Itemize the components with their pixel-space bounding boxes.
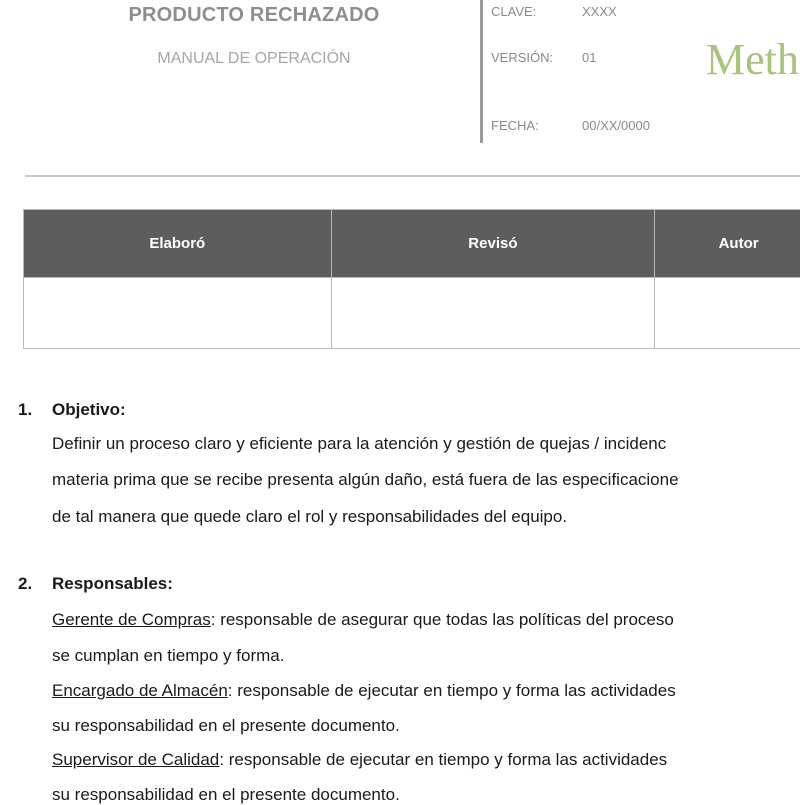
version-label: VERSIÓN: [491, 50, 553, 65]
clave-value: XXXX [582, 4, 617, 19]
signature-col-reviso: Revisó [331, 210, 655, 278]
header-rule [25, 175, 800, 177]
section-title: Responsables: [52, 574, 173, 594]
document-title: PRODUCTO RECHAZADO [0, 4, 508, 27]
role-description: : responsable de ejecutar en tiempo y forma las actividades [219, 750, 667, 769]
signature-col-elaboro: Elaboró [24, 210, 332, 278]
responsible-item [52, 750, 667, 770]
role-name: Gerente de Compras [52, 610, 211, 629]
clave-label: CLAVE: [491, 4, 536, 19]
paragraph-line: materia prima que se recibe presenta algún daño, está fuera de las especificacione [52, 470, 679, 490]
signature-cell-elaboro [24, 278, 332, 349]
signature-cell-reviso [331, 278, 655, 349]
role-name: Encargado de Almacén [52, 681, 228, 700]
fecha-label: FECHA: [491, 118, 539, 133]
role-description: : responsable de asegurar que todas las políticas del proceso [211, 610, 674, 629]
signature-header-row [24, 210, 800, 278]
role-description-cont: su responsabilidad en el presente documento. [52, 716, 400, 736]
responsible-item [52, 681, 676, 701]
role-name: Supervisor de Calidad [52, 750, 219, 769]
fecha-value: 00/XX/0000 [582, 118, 650, 133]
section-number: 2. [18, 574, 32, 594]
responsible-item [52, 610, 674, 630]
version-value: 01 [582, 50, 596, 65]
signature-body-row [24, 278, 800, 349]
role-description: : responsable de ejecutar en tiempo y forma las actividades [228, 681, 676, 700]
section-title: Objetivo: [52, 400, 126, 420]
company-logo: Meth [706, 34, 799, 85]
signature-cell-autor [655, 278, 800, 349]
role-description-cont: su responsabilidad en el presente documento. [52, 785, 400, 805]
document-subtitle: MANUAL DE OPERACIÓN [0, 50, 508, 68]
signature-table [23, 209, 800, 349]
role-description-cont: se cumplan en tiempo y forma. [52, 646, 284, 666]
header-divider [480, 0, 483, 143]
signature-col-autor: Autor [655, 210, 800, 278]
section-number: 1. [18, 400, 32, 420]
paragraph-line: de tal manera que quede claro el rol y responsabilidades del equipo. [52, 507, 567, 527]
paragraph-line: Definir un proceso claro y eficiente para la atención y gestión de quejas / incidenc [52, 434, 666, 454]
